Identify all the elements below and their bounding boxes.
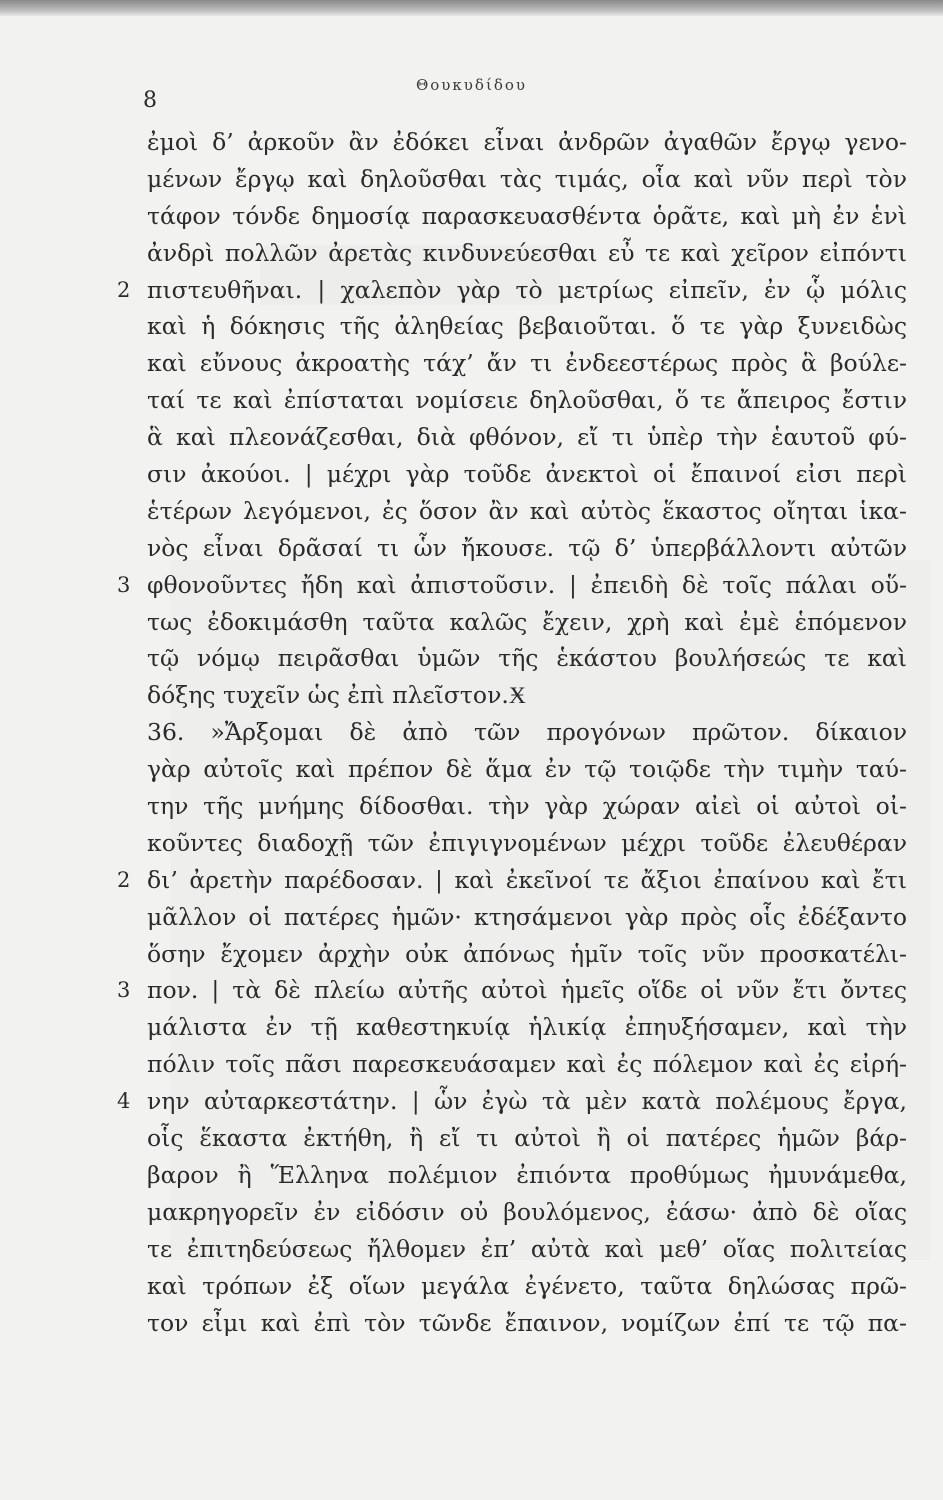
text-line bbox=[147, 751, 907, 788]
line-text: οἷς ἕκαστα ἐκτήθη, ἢ εἴ τι αὐτοὶ ἢ οἱ πατέρες ἡμῶν βάρ- bbox=[147, 1124, 907, 1153]
line-text: γὰρ αὐτοῖς καὶ πρέπον δὲ ἅμα ἐν τῷ τοιῷδε τὴν τιμὴν ταύ- bbox=[147, 755, 907, 784]
text-line bbox=[117, 862, 907, 899]
line-text: φθονοῦντες ἤδη καὶ ἀπιστοῦσιν. | ἐπειδὴ δὲ τοῖς πάλαι οὕ- bbox=[147, 570, 907, 599]
line-text: δόξης τυχεῖν ὡς ἐπὶ πλεῖστον.Ӿ bbox=[147, 681, 526, 710]
body-text bbox=[117, 124, 907, 1341]
text-line bbox=[147, 788, 907, 825]
text-line bbox=[117, 567, 907, 604]
line-text: σιν ἀκούοι. | μέχρι γὰρ τοῦδε ἀνεκτοὶ οἱ ἔπαινοί εἰσι περὶ bbox=[147, 460, 907, 489]
line-text: τε ἐπιτηδεύσεως ἤλθομεν ἐπ’ αὐτὰ καὶ μεθ’ οἵας πολιτείας bbox=[147, 1234, 907, 1263]
line-text: μᾶλλον οἱ πατέρες ἡμῶν· κτησάμενοι γὰρ πρὸς οἷς ἐδέξαντο bbox=[147, 902, 907, 931]
line-text: ἃ καὶ πλεονάζεσθαι, διὰ φθόνον, εἴ τι ὑπὲρ τὴν ἑαυτοῦ φύ- bbox=[147, 423, 907, 452]
line-text: ἐμοὶ δ’ ἀρκοῦν ἂν ἐδόκει εἶναι ἀνδρῶν ἀγαθῶν ἔργῳ γενο- bbox=[147, 128, 907, 156]
text-line bbox=[147, 677, 907, 714]
line-text: τῷ νόμῳ πειρᾶσθαι ὑμῶν τῆς ἑκάστου βουλήσεώς τε καὶ bbox=[147, 644, 907, 673]
section-number: 2 bbox=[117, 867, 131, 892]
text-line bbox=[147, 1046, 907, 1083]
text-line bbox=[147, 936, 907, 973]
text-line bbox=[147, 235, 907, 272]
text-line bbox=[147, 640, 907, 677]
line-text: μάλιστα ἐν τῇ καθεστηκυίᾳ ἡλικίᾳ ἐπηυξήσαμεν, καὶ τὴν bbox=[147, 1013, 907, 1042]
line-text: καὶ τρόπων ἐξ οἵων μεγάλα ἐγένετο, ταῦτα δηλώσας πρῶ- bbox=[147, 1271, 907, 1300]
text-line bbox=[147, 124, 907, 161]
scan-top-edge bbox=[0, 0, 943, 16]
line-text: τως ἐδοκιμάσθη ταῦτα καλῶς ἔχειν, χρὴ καὶ ἐμὲ ἑπόμενον bbox=[147, 607, 907, 636]
text-line bbox=[147, 198, 907, 235]
line-text: τάφον τόνδε δημοσίᾳ παρασκευασθέντα ὁρᾶτε, καὶ μὴ ἐν ἑνὶ bbox=[147, 201, 907, 230]
text-line bbox=[147, 530, 907, 567]
text-line bbox=[147, 1194, 907, 1231]
line-text: ταί τε καὶ ἐπίσταται νομίσειε δηλοῦσθαι, ὅ τε ἄπειρος ἔστιν bbox=[147, 386, 907, 415]
text-line bbox=[147, 1231, 907, 1268]
text-line bbox=[147, 825, 907, 862]
line-text: ἀνδρὶ πολλῶν ἀρετὰς κινδυνεύεσθαι εὖ τε καὶ χεῖρον εἰπόντι bbox=[147, 238, 907, 267]
text-line bbox=[147, 161, 907, 198]
text-line bbox=[147, 1157, 907, 1194]
line-text: μένων ἔργῳ καὶ δηλοῦσθαι τὰς τιμάς, οἷα καὶ νῦν περὶ τὸν bbox=[147, 164, 907, 193]
line-text: τον εἶμι καὶ ἐπὶ τὸν τῶνδε ἔπαινον, νομίζων ἐπί τε τῷ πα- bbox=[147, 1308, 907, 1337]
line-text: πον. | τὰ δὲ πλείω αὐτῆς αὐτοὶ ἡμεῖς οἵδε οἱ νῦν ἔτι ὄντες bbox=[147, 976, 907, 1005]
text-line bbox=[147, 1120, 907, 1157]
line-text: νὸς εἶναι δρᾶσαί τι ὧν ἤκουσε. τῷ δ’ ὑπερβάλλοντι αὐτῶν bbox=[147, 533, 907, 562]
text-line bbox=[147, 1268, 907, 1305]
section-number: 4 bbox=[117, 1089, 131, 1114]
text-line bbox=[147, 419, 907, 456]
page-number: 8 bbox=[143, 88, 157, 113]
text-line bbox=[147, 382, 907, 419]
text-line bbox=[147, 493, 907, 530]
section-number: 3 bbox=[117, 572, 131, 597]
line-text: καὶ ἡ δόκησις τῆς ἀληθείας βεβαιοῦται. ὅ τε γὰρ ξυνειδὼς bbox=[147, 312, 907, 341]
text-line bbox=[147, 899, 907, 936]
line-text: πόλιν τοῖς πᾶσι παρεσκευάσαμεν καὶ ἐς πόλεμον καὶ ἐς εἰρή- bbox=[147, 1050, 907, 1079]
line-text: νην αὐταρκεστάτην. | ὧν ἐγὼ τὰ μὲν κατὰ πολέμους ἔργα, bbox=[147, 1087, 907, 1116]
line-text: ἑτέρων λεγόμενοι, ἐς ὅσον ἂν καὶ αὐτὸς ἕκαστος οἴηται ἱκα- bbox=[147, 496, 907, 525]
line-text: μακρηγορεῖν ἐν εἰδόσιν οὐ βουλόμενος, ἐάσω· ἀπὸ δὲ οἵας bbox=[147, 1197, 907, 1226]
line-text: την τῆς μνήμης δίδοσθαι. τὴν γὰρ χώραν αἰεὶ οἱ αὐτοὶ οἰ- bbox=[147, 792, 907, 821]
text-line bbox=[117, 272, 907, 309]
section-number: 3 bbox=[117, 978, 131, 1003]
text-line bbox=[117, 972, 907, 1009]
line-text: βαρον ἢ Ἕλληνα πολέμιον ἐπιόντα προθύμως ἠμυνάμεθα, bbox=[147, 1160, 907, 1189]
text-line bbox=[117, 1083, 907, 1120]
text-line bbox=[147, 1009, 907, 1046]
line-text: ὅσην ἔχομεν ἀρχὴν οὐκ ἀπόνως ἡμῖν τοῖς νῦν προσκατέλι- bbox=[147, 939, 907, 968]
text-line bbox=[147, 345, 907, 382]
text-line bbox=[147, 604, 907, 641]
text-line bbox=[147, 308, 907, 345]
text-line bbox=[147, 456, 907, 493]
line-text: πιστευθῆναι. | χαλεπὸν γὰρ τὸ μετρίως εἰπεῖν, ἐν ᾧ μόλις bbox=[147, 275, 907, 304]
text-line bbox=[147, 714, 907, 751]
line-text: 36. »Ἄρξομαι δὲ ἀπὸ τῶν προγόνων πρῶτον. δίκαιον bbox=[147, 718, 907, 747]
line-text: δι’ ἀρετὴν παρέδοσαν. | καὶ ἐκεῖνοί τε ἄξιοι ἐπαίνου καὶ ἔτι bbox=[147, 865, 907, 894]
text-line bbox=[147, 1305, 907, 1342]
line-text: καὶ εὔνους ἀκροατὴς τάχ’ ἄν τι ἐνδεεστέρως πρὸς ἃ βούλε- bbox=[147, 349, 907, 378]
line-text: κοῦντες διαδοχῇ τῶν ἐπιγιγνομένων μέχρι τοῦδε ἐλευθέραν bbox=[147, 828, 907, 857]
section-number: 2 bbox=[117, 277, 131, 302]
running-head: Θουκυδίδου bbox=[415, 76, 528, 94]
